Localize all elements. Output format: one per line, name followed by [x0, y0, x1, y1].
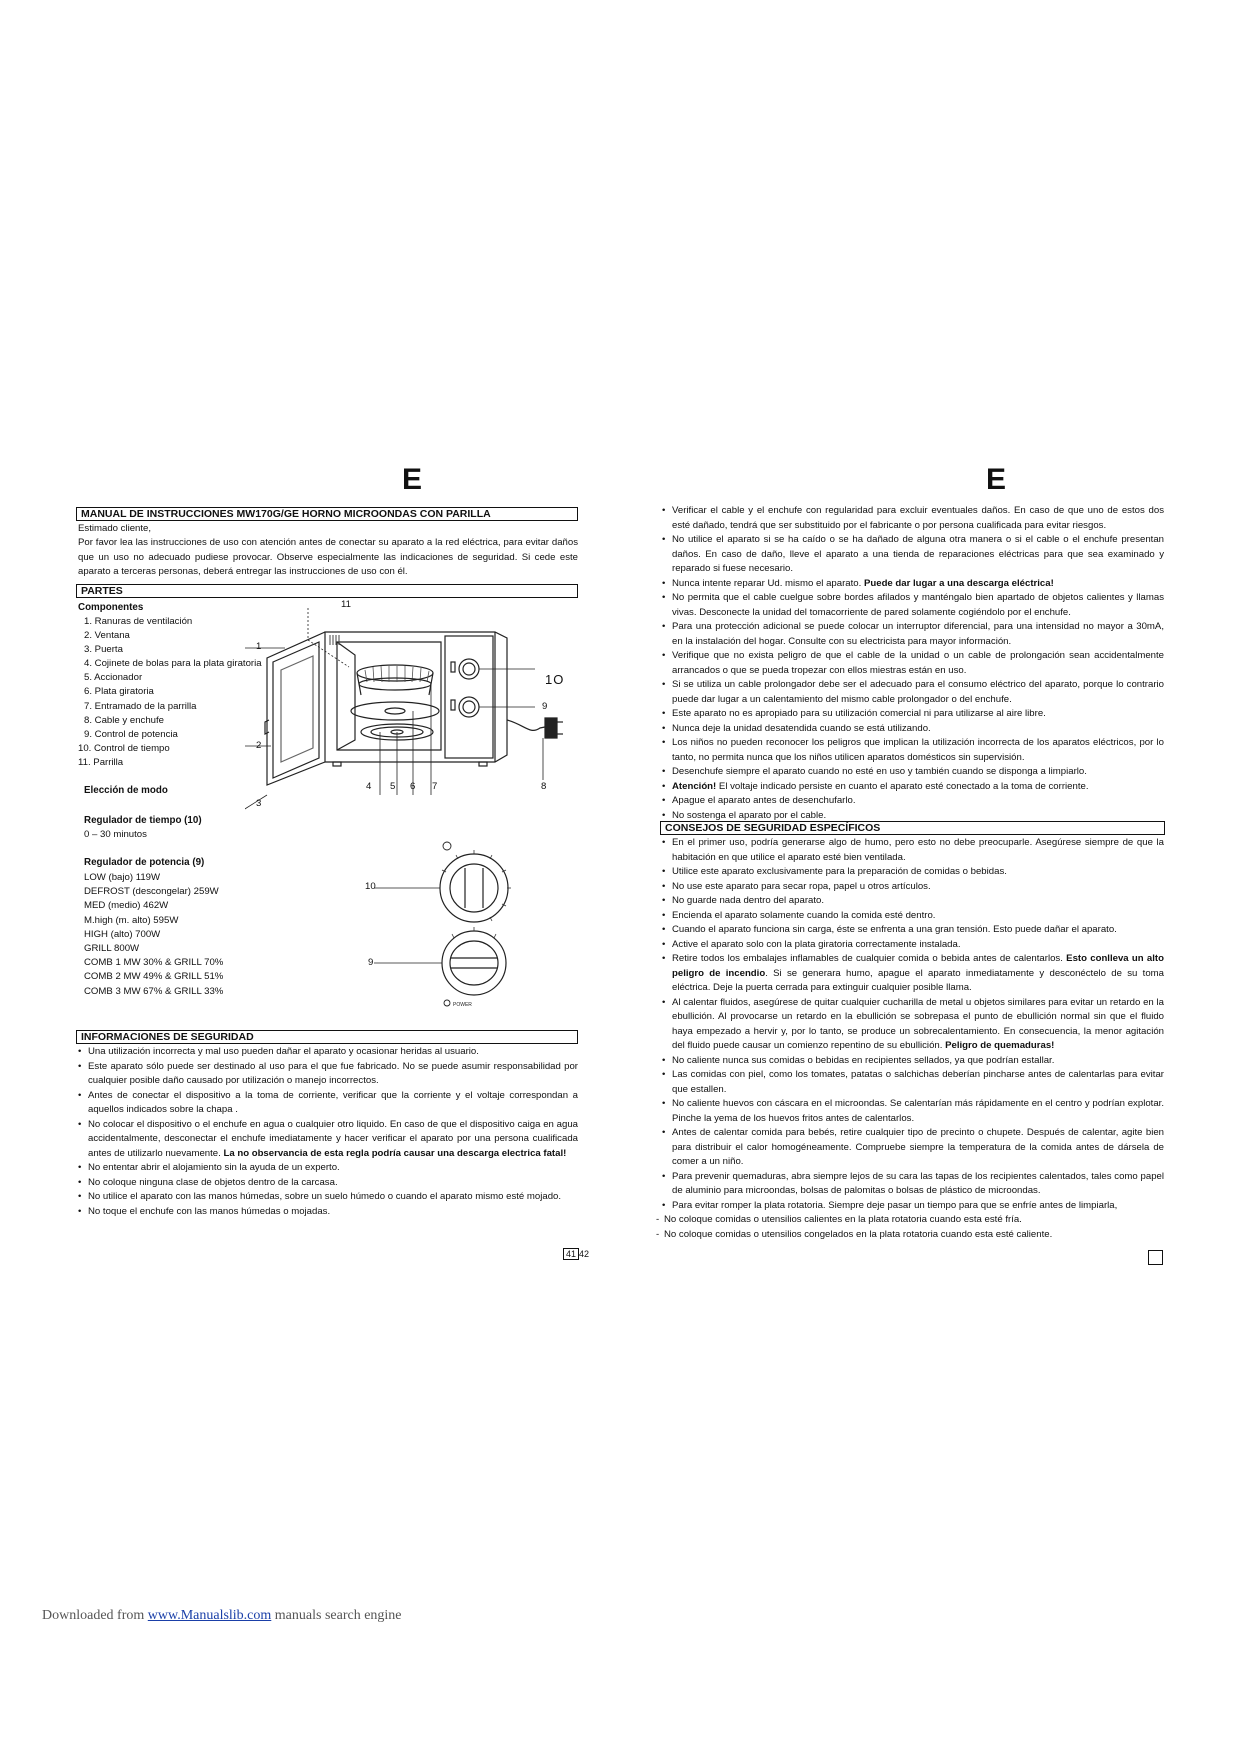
dash-item: - No coloque comidas o utensilios congelados en la plata rotatoria cuando esta esté caliente.	[656, 1228, 1164, 1243]
bullet-item	[662, 533, 1164, 577]
bullet-item	[662, 794, 1164, 809]
power-title: Regulador de potencia (9)	[84, 857, 205, 868]
bullet-item	[662, 952, 1164, 996]
power-level-item: M.high (m. alto) 595W	[84, 914, 179, 926]
diagram-label-7: 7	[432, 781, 438, 792]
bullet-text: Retire todos los embalajes inflamables de cualquier comida o bebida antes de calentarlos.	[672, 953, 1067, 964]
power-level-item: MED (medio) 462W	[84, 900, 169, 912]
bullet-item	[662, 923, 1164, 938]
diagram-label-10: 1O	[545, 672, 565, 687]
intro-text: Por favor lea las instrucciones de uso con atención antes de conectar su aparato a la red eléctrica, para evitar daños que un uso no adecuado pudiese provocar. Observe especialmente las indicaciones de seguridad. Si cede este aparato a terceras personas, deberá entregar las instrucciones de uso con él.	[78, 537, 578, 577]
bullet-item	[662, 1170, 1164, 1199]
component-item: 3. Puerta	[84, 644, 123, 656]
bullet-item	[662, 938, 1164, 953]
bullet-item	[662, 707, 1164, 722]
bullet-text: Si se utiliza un cable prolongador debe ser el adecuado para el consumo eléctrico del aparato, porque lo contrario puede dar lugar a un calentamiento del mismo cable prolongador o del enchufe.	[672, 679, 1164, 705]
component-item: 11. Parrilla	[78, 756, 124, 768]
bullet-text: Utilice este aparato exclusivamente para la preparación de comidas o bebidas.	[672, 866, 1007, 877]
page-number-box-right	[1148, 1250, 1163, 1265]
footer-suffix: manuals search engine	[271, 1608, 402, 1623]
bullet-text: No toque el enchufe con las manos húmedas o mojadas.	[88, 1205, 331, 1217]
mode-title: Elección de modo	[84, 785, 168, 796]
bullet-item	[662, 591, 1164, 620]
bullet-text: No coloque ninguna clase de objetos dentro de la carcasa.	[88, 1176, 338, 1188]
safety-header: INFORMACIONES DE SEGURIDAD	[76, 1030, 578, 1044]
footer-prefix: Downloaded from	[42, 1608, 148, 1623]
component-item: 8. Cable y enchufe	[84, 714, 165, 726]
page-letter-right: E	[986, 463, 1007, 496]
time-title: Regulador de tiempo (10)	[84, 815, 202, 826]
bullet-item	[662, 909, 1164, 924]
bullet-text: Nunca intente reparar Ud. mismo el aparato.	[672, 577, 864, 589]
footer	[42, 1608, 402, 1624]
bullet-item	[662, 894, 1164, 909]
bullet-text: No caliente nunca sus comidas o bebidas en recipientes sellados, ya que podrían estallar.	[672, 1054, 1055, 1066]
bullet-text: Cuando el aparato funciona sin carga, éste se enfrenta a una gran tensión. Esto puede dañar el aparato.	[672, 924, 1117, 935]
bullet-text: Para prevenir quemaduras, abra siempre lejos de su cara las tapas de los recipientes calentados, tales como papel de aluminio para microondas, bolsas de palomitas o bolsas de plástico de microondas.	[672, 1170, 1164, 1196]
components-title: Componentes	[78, 602, 144, 613]
bullet-text: Este aparato no es apropiado para su utilización comercial ni para utilizarse al aire libre.	[672, 708, 1046, 719]
page-letter-left: E	[402, 463, 423, 496]
page-number-2: 42	[579, 1249, 590, 1259]
bullet-item	[662, 780, 1164, 795]
bullet-text-after: El voltaje indicado persiste en cuanto el aparato esté conectado a la toma de corriente.	[716, 780, 1089, 792]
dials-diagram	[366, 838, 526, 1008]
component-item: 9. Control de potencia	[84, 728, 178, 740]
bullet-item	[78, 1176, 578, 1191]
manualslib-link[interactable]: www.Manualslib.com	[147, 1608, 272, 1623]
bullet-bold-text: Atención!	[672, 780, 717, 792]
page-number-box: 41	[563, 1248, 579, 1260]
manual-title: MANUAL DE INSTRUCCIONES MW170G/GE HORNO MICROONDAS CON PARILLA	[76, 507, 578, 521]
bullet-text: Las comidas con piel, como los tomates, patatas o salchichas deberían pincharse antes de calentarlas para evitar que estallen.	[672, 1069, 1164, 1095]
dial-label-9: 9	[368, 957, 374, 968]
component-item: 2. Ventana	[84, 630, 130, 642]
bullet-text: Active el aparato solo con la plata giratoria correctamente instalada.	[672, 938, 961, 950]
bullet-item	[662, 649, 1164, 678]
bullet-text: No guarde nada dentro del aparato.	[672, 895, 825, 906]
diagram-label-9: 9	[542, 701, 548, 712]
bullet-text: Este aparato sólo puede ser destinado al uso para el que fue fabricado. No se puede asumir responsabilidad por cualquier posible daño causado por utilización o manejo incorrectos.	[88, 1060, 578, 1086]
bullet-text: Antes de calentar comida para bebés, retire cualquier tipo de precinto o chupete. Después de calentar, agite bien para distribuir el calor homogéneamente. Compruebe siempre la temperatura de la comida antes de dársela de comer a un niño.	[672, 1127, 1164, 1167]
bullet-text: Verificar el cable y el enchufe con regularidad para excluir eventuales daños. En caso de que uno de estos dos esté dañado, tendrá que ser substituido por el fabricante o por persona cualificada para evitar riesgos.	[672, 505, 1164, 531]
power-level-item: DEFROST (descongelar) 259W	[84, 886, 219, 898]
bullet-text: Nunca deje la unidad desatendida cuando se está utilizando.	[672, 722, 931, 734]
diagram-label-6: 6	[410, 781, 416, 792]
component-item: 10. Control de tiempo	[78, 742, 170, 754]
specific-safety-header: CONSEJOS DE SEGURIDAD ESPECÍFICOS	[660, 821, 1165, 835]
bullet-item	[662, 865, 1164, 880]
diagram-label-8: 8	[541, 781, 547, 792]
bullet-text: Verifique que no exista peligro de que el cable de la unidad o un cable de prolongación sean accidentalmente arrancados o que se pueda tropezar con ellos miestras están en uso.	[672, 650, 1164, 676]
bullet-text: No use este aparato para secar ropa, papel u otros artículos.	[672, 880, 931, 892]
diagram-label-4: 4	[366, 781, 372, 792]
component-item: 7. Entramado de la parrilla	[84, 700, 197, 712]
bullet-text: No caliente huevos con cáscara en el microondas. Se calentarían más rápidamente en el centro y podrían explotar. Pinche la yema de los huevos fritos antes de calentarlos.	[672, 1098, 1164, 1124]
diagram-label-5: 5	[390, 781, 396, 792]
bullet-item	[662, 678, 1164, 707]
bullet-item	[662, 1126, 1164, 1170]
bullet-item	[662, 577, 1164, 592]
bullet-text: Una utilización incorrecta y mal uso pueden dañar el aparato y ocasionar heridas al usuario.	[88, 1046, 479, 1057]
bullet-text: Antes de conectar el dispositivo a la toma de corriente, verificar que la corriente y el voltaje correspondan a aquellos indicados sobre la chapa .	[88, 1089, 578, 1115]
bullet-bold-text: Peligro de quemaduras!	[945, 1040, 1055, 1051]
bullet-text: Para evitar romper la plata rotatoria. Siempre deje pasar un tiempo para que se enfríe antes de limpiarla,	[672, 1199, 1118, 1211]
bullet-item	[662, 996, 1164, 1054]
bullet-item	[78, 1161, 578, 1176]
bullet-item	[662, 836, 1164, 865]
bullet-item	[78, 1205, 578, 1220]
bullet-text: No colocar el dispositivo o el enchufe en agua o cualquier otro liquido. En caso de que el dispositivo caiga en agua accidentalmente, desconectar el enchufe imediatamente y hacer verificar el aparato por una persona cualificada antes de utilizarlo nuevamente.	[88, 1118, 578, 1159]
diagram-label-11: 11	[341, 599, 351, 610]
bullet-item	[662, 1054, 1164, 1069]
bullet-item	[662, 722, 1164, 737]
power-level-item: COMB 2 MW 49% & GRILL 51%	[84, 971, 224, 983]
bullet-bold-text: Esto conlleva un alto peligro de incendio	[672, 953, 1164, 979]
bullet-item	[78, 1089, 578, 1118]
bullet-bold-text: La no observancia de esta regla podría causar una descarga electrica fatal!	[223, 1147, 567, 1159]
power-levels-list	[84, 871, 314, 999]
bullet-item	[78, 1045, 578, 1060]
power-level-item: GRILL 800W	[84, 943, 140, 955]
bullet-text: Los niños no pueden reconocer los peligros que implican la utilización incorrecta de los aparatos eléctricos, por lo tanto, no permita nunca que los niños utilicen aparatos domésticos sin supervisión.	[672, 737, 1164, 763]
page-number	[563, 1249, 589, 1260]
diagram-label-3: 3	[256, 798, 262, 809]
bullet-item	[78, 1060, 578, 1089]
diagram-label-1: 1	[256, 641, 262, 652]
bullet-item	[662, 1068, 1164, 1097]
bullet-item	[662, 765, 1164, 780]
bullet-text: Desenchufe siempre el aparato cuando no esté en uso y también cuando se disponga a limpiarlo.	[672, 766, 1087, 777]
power-level-item: COMB 3 MW 67% & GRILL 33%	[84, 985, 224, 997]
bullet-text: No sostenga el aparato por el cable.	[672, 809, 827, 821]
power-word: POWER	[453, 1002, 472, 1008]
bullet-text: En el primer uso, podría generarse algo de humo, pero esto no debe preocuparle. Asegúrese siempre de que la habitación en que utilice el aparato esté bien ventilada.	[672, 837, 1164, 863]
bullet-text: Encienda el aparato solamente cuando la comida esté dentro.	[672, 909, 936, 921]
safety-list	[78, 1045, 578, 1219]
component-item: 5. Accionador	[84, 672, 143, 684]
bullet-text: No ententar abrir el alojamiento sin la ayuda de un experto.	[88, 1162, 340, 1173]
bullet-bold-text: Puede dar lugar a una descarga eléctrica!	[863, 577, 1054, 589]
bullet-text: No utilice el aparato con las manos húmedas, sobre un suelo húmedo o cuando el aparato mismo esté mojado.	[88, 1191, 562, 1202]
safety-continued-list	[662, 504, 1164, 823]
bullet-item	[662, 736, 1164, 765]
power-level-item: LOW (bajo) 119W	[84, 872, 161, 883]
power-level-item: COMB 1 MW 30% & GRILL 70%	[84, 957, 224, 969]
bullet-text-after: . Si se generara humo, apague el aparato inmediatamente y desconéctelo de su toma eléctrica. Deje la puerta cerrada para extinguir cualquier posible llama.	[672, 967, 1164, 993]
dash-item: - No coloque comidas o utensilios calientes en la plata rotatoria cuando esta esté fría.	[656, 1213, 1164, 1228]
bullet-text: No utilice el aparato si se ha caído o se ha dañado de alguna otra manera o si el cable o el enchufe presentan daños. En caso de daño, lleve el aparato a una tienda de reparaciones eléctricas para que sea examinado y reparado si fuese necesario.	[672, 534, 1164, 574]
component-item: 4. Cojinete de bolas para la plata giratoria	[84, 658, 262, 670]
bullet-item	[78, 1118, 578, 1162]
bullet-item	[662, 1097, 1164, 1126]
microwave-body	[325, 632, 507, 762]
power-level-item: HIGH (alto) 700W	[84, 928, 161, 940]
bullet-text: Al calentar fluidos, asegúrese de quitar cualquier cucharilla de metal u objetos similares para evitar un retardo en la ebullición. Al provocarse un retardo en la ebullición se sobrepasa el punto de ebullición normal sin que el fluido haya empezado a hervir y, por lo tanto, se produce un sobrecalentamiento. En consecuencia, la menor agitación del fluido puede causar un comienzo repentino de su ebullición.	[672, 996, 1164, 1051]
bullet-text: Para una protección adicional se puede colocar un interruptor diferencial, para una intensidad no mayor a 30mA, en la instalación del hogar. Consulte con su electricista para mayor información.	[672, 621, 1164, 647]
bullet-text: No permita que el cable cuelgue sobre bordes afilados y manténgalo bien apartado de objetos calientes y llamas vivas. Desconecte la unidad del tomacorriente de pared solamente cogiéndolo por el enchufe.	[672, 592, 1164, 618]
parts-header: PARTES	[76, 584, 578, 598]
bullet-item	[662, 1199, 1164, 1214]
bullet-text: Apague el aparato antes de desenchufarlo.	[672, 795, 856, 806]
component-item: 6. Plata giratoria	[84, 686, 154, 698]
bullet-item	[662, 880, 1164, 895]
component-item: 1. Ranuras de ventilación	[84, 616, 193, 627]
greeting: Estimado cliente,	[78, 523, 152, 534]
dial-label-10: 10	[365, 881, 376, 892]
bullet-item	[78, 1190, 578, 1205]
specific-safety-list	[662, 836, 1164, 1242]
time-range: 0 – 30 minutos	[84, 829, 147, 840]
bullet-item	[662, 620, 1164, 649]
diagram-label-2: 2	[256, 740, 262, 751]
bullet-item	[662, 504, 1164, 533]
